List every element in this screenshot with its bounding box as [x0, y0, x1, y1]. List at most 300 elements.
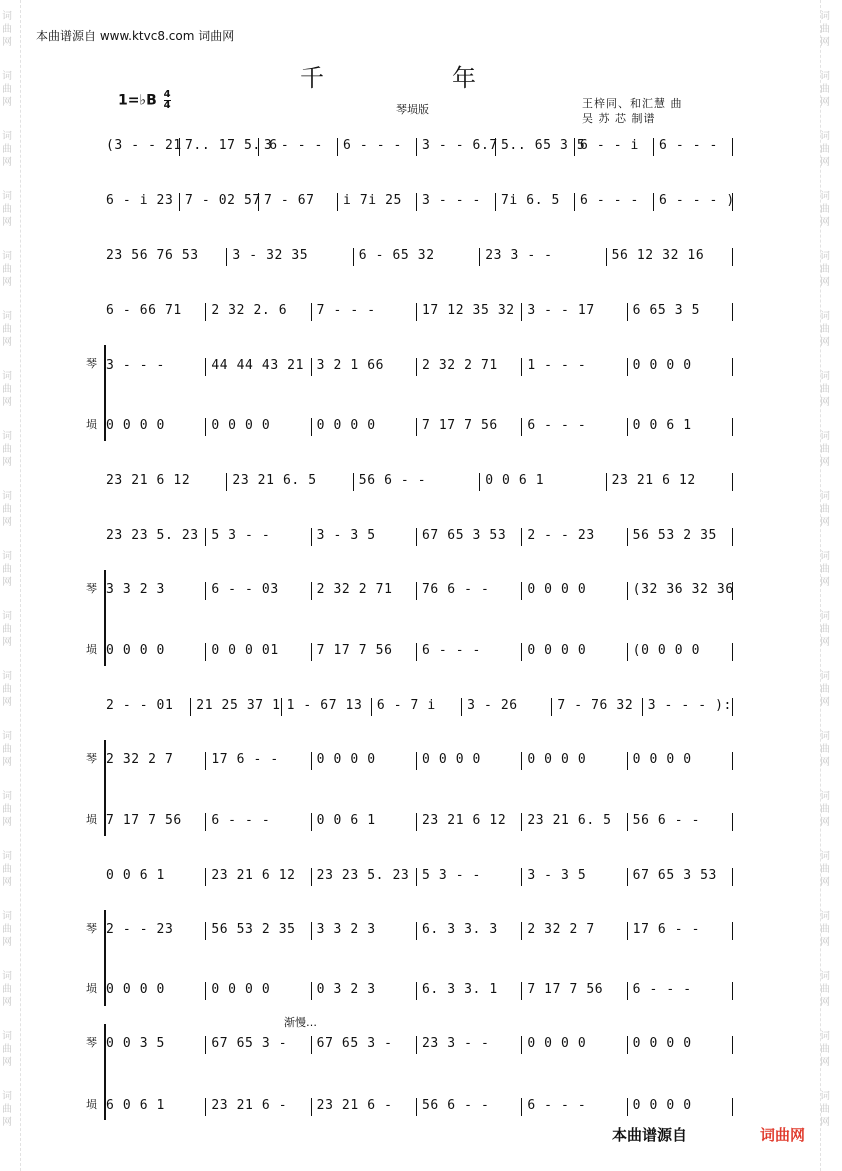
watermark-glyph: 曲: [2, 264, 12, 275]
measure: 5 3 - -: [422, 866, 519, 886]
measure: 67 65 3 -: [211, 1034, 308, 1054]
watermark-group: [2, 190, 12, 229]
watermark-glyph: 词: [2, 371, 12, 382]
watermark-glyph: 网: [2, 577, 12, 588]
measure: 67 65 3 53: [422, 526, 519, 546]
part-label-xun: 埙: [86, 982, 97, 995]
measure: 7 - 76 32: [557, 696, 639, 716]
part-label-qin: 琴: [86, 357, 97, 370]
song-title: 千年: [300, 64, 604, 92]
measure: 2 32 2 7: [527, 920, 624, 940]
watermark-glyph: 曲: [820, 504, 830, 515]
score-line: [106, 526, 738, 546]
measure: 0 0 0 0: [211, 980, 308, 1000]
measure: 76 6 - -: [422, 580, 519, 600]
watermark-glyph: 词: [2, 251, 12, 262]
measure: 7 17 7 56: [106, 811, 203, 831]
watermark-glyph: 曲: [820, 984, 830, 995]
measure: 0 0 6 1: [317, 811, 414, 831]
watermark-glyph: 词: [2, 311, 12, 322]
system-brace: [104, 910, 106, 1006]
measure: 0 0 0 0: [633, 1096, 730, 1116]
measure: 3 - - -: [264, 136, 335, 156]
measure: 6 - - i: [580, 136, 651, 156]
watermark-glyph: 词: [820, 371, 830, 382]
measure: 0 0 0 0: [633, 1034, 730, 1054]
measure: 6. 3 3. 1: [422, 980, 519, 1000]
left-margin-line: [20, 0, 21, 1171]
watermark-group: [2, 790, 12, 829]
watermark-glyph: 网: [820, 817, 830, 828]
watermark-glyph: 词: [2, 191, 12, 202]
watermark-glyph: 词: [820, 191, 830, 202]
measure: 0 0 0 01: [211, 641, 308, 661]
measure: 7 17 7 56: [422, 416, 519, 436]
measure: 17 6 - -: [211, 750, 308, 770]
watermark-group: [820, 310, 830, 349]
watermark-group: [2, 850, 12, 889]
watermark-glyph: 词: [820, 611, 830, 622]
watermark-glyph: 曲: [820, 744, 830, 755]
watermark-glyph: 词: [2, 911, 12, 922]
measure: 6 65 3 5: [633, 301, 730, 321]
measure: 7i 6. 5: [501, 191, 572, 211]
measure: 0 0 0 0: [633, 750, 730, 770]
measure: 0 0 0 0: [527, 580, 624, 600]
watermark-glyph: 词: [820, 251, 830, 262]
score-line: [106, 356, 738, 376]
watermark-glyph: 网: [820, 1057, 830, 1068]
measure: 6 - 7 i: [377, 696, 459, 716]
watermark-glyph: 网: [2, 517, 12, 528]
watermark-glyph: 网: [2, 37, 12, 48]
measure: i 7i 25: [343, 191, 414, 211]
measure: 0 0 0 0: [106, 980, 203, 1000]
score-line: [106, 471, 738, 491]
watermark-glyph: 曲: [820, 924, 830, 935]
measure: 56 53 2 35: [211, 920, 308, 940]
watermark-glyph: 网: [2, 1117, 12, 1128]
watermark-glyph: 词: [820, 551, 830, 562]
watermark-glyph: 网: [2, 637, 12, 648]
watermark-glyph: 网: [2, 697, 12, 708]
measure: 6. 3 3. 3: [422, 920, 519, 940]
watermark-group: [820, 10, 830, 49]
measure: 6 - i 23: [106, 191, 177, 211]
watermark-group: [2, 1030, 12, 1069]
watermark-group: [820, 610, 830, 649]
measure: 0 0 0 0: [633, 356, 730, 376]
measure: 2 - - 23: [106, 920, 203, 940]
measure: 23 21 6. 5: [527, 811, 624, 831]
watermark-glyph: 网: [2, 457, 12, 468]
watermark-group: [820, 430, 830, 469]
score-line: [106, 136, 738, 156]
watermark-glyph: 曲: [2, 924, 12, 935]
measure: 3 - 26: [467, 696, 549, 716]
watermark-group: [820, 550, 830, 589]
score-line: [106, 920, 738, 940]
watermark-glyph: 词: [2, 131, 12, 142]
watermark-group: [2, 370, 12, 409]
watermark-glyph: 网: [820, 757, 830, 768]
measure: 3 2 1 66: [317, 356, 414, 376]
footer-source-label: 本曲谱源自: [612, 1126, 688, 1144]
watermark-glyph: 网: [2, 157, 12, 168]
watermark-glyph: 曲: [820, 564, 830, 575]
watermark-group: [2, 70, 12, 109]
watermark-group: [820, 850, 830, 889]
score-line: [106, 750, 738, 770]
watermark-glyph: 词: [2, 611, 12, 622]
watermark-glyph: 词: [820, 1031, 830, 1042]
score-line: [106, 1096, 738, 1116]
score-line: [106, 866, 738, 886]
watermark-glyph: 词: [820, 431, 830, 442]
system-brace: [104, 1024, 106, 1120]
measure: 0 0 6 1: [106, 866, 203, 886]
watermark-group: [2, 610, 12, 649]
measure: 6 - - -: [659, 136, 730, 156]
measure: 1 - - -: [527, 356, 624, 376]
measure: 0 3 2 3: [317, 980, 414, 1000]
time-signature: [164, 90, 171, 111]
watermark-glyph: 词: [2, 431, 12, 442]
watermark-group: [2, 970, 12, 1009]
measure: 0 0 6 1: [633, 416, 730, 436]
version-label: 琴埙版: [396, 103, 429, 116]
watermark-glyph: 网: [2, 337, 12, 348]
watermark-glyph: 词: [820, 71, 830, 82]
measure: 3 - 3 5: [317, 526, 414, 546]
measure: 2 32 2 71: [422, 356, 519, 376]
measure: 56 6 - -: [359, 471, 477, 491]
measure: 3 - 3 5: [527, 866, 624, 886]
measure: 0 0 6 1: [485, 471, 603, 491]
watermark-glyph: 网: [2, 937, 12, 948]
measure: 6 - - -: [343, 136, 414, 156]
watermark-glyph: 曲: [820, 144, 830, 155]
watermark-group: [820, 790, 830, 829]
watermark-group: [820, 490, 830, 529]
measure: 56 6 - -: [633, 811, 730, 831]
watermark-glyph: 曲: [820, 204, 830, 215]
watermark-group: [2, 730, 12, 769]
system-brace: [104, 345, 106, 441]
measure: 23 3 - -: [422, 1034, 519, 1054]
measure: 21 25 37 1: [196, 696, 278, 716]
composer-credit: 王梓同、和汇慧 曲: [582, 97, 683, 110]
watermark-glyph: 曲: [2, 1104, 12, 1115]
watermark-glyph: 网: [2, 1057, 12, 1068]
watermark-glyph: 网: [820, 397, 830, 408]
part-label-xun: 埙: [86, 1098, 97, 1111]
score-line: [106, 696, 738, 716]
watermark-glyph: 词: [820, 491, 830, 502]
measure: 67 65 3 -: [317, 1034, 414, 1054]
measure: (0 0 0 0: [633, 641, 730, 661]
watermark-glyph: 网: [820, 337, 830, 348]
measure: 6 - - -: [211, 811, 308, 831]
watermark-group: [2, 550, 12, 589]
watermark-glyph: 词: [2, 551, 12, 562]
measure: 0 0 0 0: [317, 416, 414, 436]
watermark-glyph: 词: [2, 851, 12, 862]
watermark-glyph: 网: [2, 877, 12, 888]
measure: 3 - - -: [106, 356, 203, 376]
watermark-glyph: 曲: [820, 84, 830, 95]
watermark-glyph: 网: [820, 37, 830, 48]
measure: (32 36 32 36: [633, 580, 730, 600]
watermark-glyph: 网: [2, 277, 12, 288]
measure: 2 32 2 71: [317, 580, 414, 600]
watermark-group: [820, 1030, 830, 1069]
watermark-group: [2, 670, 12, 709]
watermark-group: [2, 10, 12, 49]
watermark-glyph: 网: [820, 697, 830, 708]
score-line: [106, 191, 738, 211]
part-label-qin: 琴: [86, 752, 97, 765]
key-signature: [118, 90, 171, 111]
watermark-glyph: 网: [820, 97, 830, 108]
measure: 6 - - -: [580, 191, 651, 211]
watermark-glyph: 词: [820, 731, 830, 742]
measure: 23 21 6 -: [317, 1096, 414, 1116]
watermark-glyph: 曲: [2, 984, 12, 995]
watermark-glyph: 网: [2, 997, 12, 1008]
watermark-glyph: 网: [820, 877, 830, 888]
measure: 2 - - 01: [106, 696, 188, 716]
watermark-glyph: 曲: [820, 444, 830, 455]
measure: 23 23 5. 23: [317, 866, 414, 886]
measure: 3 3 2 3: [106, 580, 203, 600]
watermark-glyph: 网: [820, 277, 830, 288]
measure: 23 21 6 12: [422, 811, 519, 831]
measure: 23 21 6 12: [612, 471, 730, 491]
measure: 56 6 - -: [422, 1096, 519, 1116]
measure: 23 21 6. 5: [232, 471, 350, 491]
watermark-group: [820, 130, 830, 169]
measure: 3 - 32 35: [232, 246, 350, 266]
watermark-glyph: 曲: [2, 384, 12, 395]
watermark-group: [820, 670, 830, 709]
watermark-group: [820, 370, 830, 409]
measure: 2 32 2 7: [106, 750, 203, 770]
source-note: 本曲谱源自 www.ktvc8.com 词曲网: [36, 29, 235, 43]
measure: 2 32 2. 6: [211, 301, 308, 321]
score-line: [106, 246, 738, 266]
measure: 17 6 - -: [633, 920, 730, 940]
watermark-glyph: 曲: [820, 264, 830, 275]
watermark-glyph: 网: [820, 937, 830, 948]
measure: 6 - - -: [527, 1096, 624, 1116]
watermark-glyph: 词: [2, 731, 12, 742]
measure: 23 56 76 53: [106, 246, 224, 266]
measure: 0 0 0 0: [527, 641, 624, 661]
watermark-glyph: 曲: [2, 744, 12, 755]
measure: 44 44 43 21: [211, 356, 308, 376]
measure: 3 - - 17: [527, 301, 624, 321]
measure: 7.. 17 5. 6: [185, 136, 256, 156]
measure: 6 - - - ): [659, 191, 730, 211]
measure: 56 53 2 35: [633, 526, 730, 546]
watermark-glyph: 词: [820, 131, 830, 142]
score-line: [106, 580, 738, 600]
key-text: 1=♭B: [118, 92, 157, 109]
time-bottom: 4: [163, 100, 171, 111]
part-label-qin: 琴: [86, 1036, 97, 1049]
measure: 0 0 3 5: [106, 1034, 203, 1054]
watermark-glyph: 曲: [820, 384, 830, 395]
watermark-glyph: 曲: [2, 84, 12, 95]
watermark-group: [2, 250, 12, 289]
watermark-glyph: 网: [820, 577, 830, 588]
watermark-glyph: 曲: [2, 24, 12, 35]
watermark-group: [820, 910, 830, 949]
watermark-glyph: 词: [820, 971, 830, 982]
measure: 56 12 32 16: [612, 246, 730, 266]
watermark-glyph: 词: [2, 971, 12, 982]
measure: 6 - - -: [633, 980, 730, 1000]
watermark-glyph: 网: [2, 217, 12, 228]
watermark-group: [2, 1090, 12, 1129]
watermark-glyph: 词: [820, 11, 830, 22]
measure: (3 - - 21: [106, 136, 177, 156]
watermark-glyph: 网: [820, 157, 830, 168]
score-line: [106, 1034, 738, 1054]
part-label-xun: 埙: [86, 643, 97, 656]
part-label-qin: 琴: [86, 922, 97, 935]
measure: 6 - - -: [422, 641, 519, 661]
watermark-glyph: 网: [820, 1117, 830, 1128]
measure: 0 0 0 0: [317, 750, 414, 770]
watermark-group: [2, 130, 12, 169]
watermark-group: [820, 190, 830, 229]
footer-site-label: 词曲网: [760, 1126, 806, 1144]
score-line: [106, 641, 738, 661]
watermark-group: [2, 310, 12, 349]
watermark-group: [2, 430, 12, 469]
measure: 0 0 0 0: [106, 641, 203, 661]
watermark-glyph: 曲: [2, 1044, 12, 1055]
watermark-glyph: 曲: [2, 444, 12, 455]
watermark-glyph: 曲: [820, 1104, 830, 1115]
watermark-glyph: 曲: [820, 24, 830, 35]
measure: 6 - 65 32: [359, 246, 477, 266]
watermark-glyph: 网: [2, 757, 12, 768]
watermark-group: [2, 490, 12, 529]
measure: 3 3 2 3: [317, 920, 414, 940]
measure: 23 21 6 12: [106, 471, 224, 491]
measure: 6 - 66 71: [106, 301, 203, 321]
watermark-group: [820, 70, 830, 109]
watermark-glyph: 曲: [2, 804, 12, 815]
measure: 6 0 6 1: [106, 1096, 203, 1116]
measure: 6 - - 03: [211, 580, 308, 600]
measure: 3 - - 6.7: [422, 136, 493, 156]
watermark-glyph: 曲: [820, 804, 830, 815]
measure: 1 - 67 13: [287, 696, 369, 716]
watermark-glyph: 曲: [2, 864, 12, 875]
measure: 17 12 35 32: [422, 301, 519, 321]
measure: 5.. 65 3 5: [501, 136, 572, 156]
measure: 23 3 - -: [485, 246, 603, 266]
measure: 7 17 7 56: [317, 641, 414, 661]
score-line: [106, 301, 738, 321]
system-brace: [104, 570, 106, 666]
measure: 0 0 0 0: [106, 416, 203, 436]
measure: 7 - - -: [317, 301, 414, 321]
watermark-glyph: 词: [2, 671, 12, 682]
watermark-group: [820, 250, 830, 289]
score-line: [106, 980, 738, 1000]
part-label-xun: 埙: [86, 418, 97, 431]
watermark-glyph: 曲: [2, 324, 12, 335]
watermark-group: [2, 910, 12, 949]
watermark-glyph: 词: [2, 1091, 12, 1102]
watermark-glyph: 曲: [2, 504, 12, 515]
arranger-credit: 吴 苏 芯 制谱: [582, 112, 656, 125]
watermark-glyph: 词: [820, 671, 830, 682]
measure: 3 - - -: [422, 191, 493, 211]
measure: 0 0 0 0: [527, 750, 624, 770]
watermark-glyph: 网: [2, 817, 12, 828]
watermark-glyph: 词: [2, 1031, 12, 1042]
watermark-glyph: 词: [820, 1091, 830, 1102]
measure: 0 0 0 0: [527, 1034, 624, 1054]
measure: 67 65 3 53: [633, 866, 730, 886]
measure: 7 - 67: [264, 191, 335, 211]
measure: 2 - - 23: [527, 526, 624, 546]
score-line: [106, 811, 738, 831]
watermark-glyph: 词: [2, 491, 12, 502]
score-line: [106, 416, 738, 436]
watermark-glyph: 曲: [2, 204, 12, 215]
watermark-glyph: 词: [820, 791, 830, 802]
measure: 7 17 7 56: [527, 980, 624, 1000]
watermark-glyph: 词: [820, 851, 830, 862]
time-top: 4: [163, 89, 171, 100]
part-label-qin: 琴: [86, 582, 97, 595]
watermark-glyph: 网: [820, 217, 830, 228]
measure: 23 21 6 -: [211, 1096, 308, 1116]
watermark-glyph: 曲: [820, 864, 830, 875]
watermark-glyph: 曲: [820, 624, 830, 635]
measure: 0 0 0 0: [422, 750, 519, 770]
tempo-mark: 渐慢…: [284, 1016, 317, 1029]
measure: 3 - - - ):: [648, 696, 730, 716]
watermark-group: [820, 730, 830, 769]
watermark-glyph: 曲: [820, 324, 830, 335]
watermark-glyph: 曲: [820, 684, 830, 695]
measure: 0 0 0 0: [211, 416, 308, 436]
watermark-glyph: 曲: [820, 1044, 830, 1055]
watermark-glyph: 词: [2, 11, 12, 22]
watermark-glyph: 词: [2, 71, 12, 82]
watermark-glyph: 曲: [2, 624, 12, 635]
watermark-glyph: 词: [820, 311, 830, 322]
watermark-glyph: 网: [2, 397, 12, 408]
watermark-glyph: 词: [2, 791, 12, 802]
watermark-glyph: 网: [820, 517, 830, 528]
measure: 23 21 6 12: [211, 866, 308, 886]
measure: 6 - - -: [527, 416, 624, 436]
watermark-glyph: 网: [820, 457, 830, 468]
watermark-group: [820, 970, 830, 1009]
measure: 7 - 02 57: [185, 191, 256, 211]
watermark-glyph: 曲: [2, 684, 12, 695]
watermark-glyph: 曲: [2, 144, 12, 155]
